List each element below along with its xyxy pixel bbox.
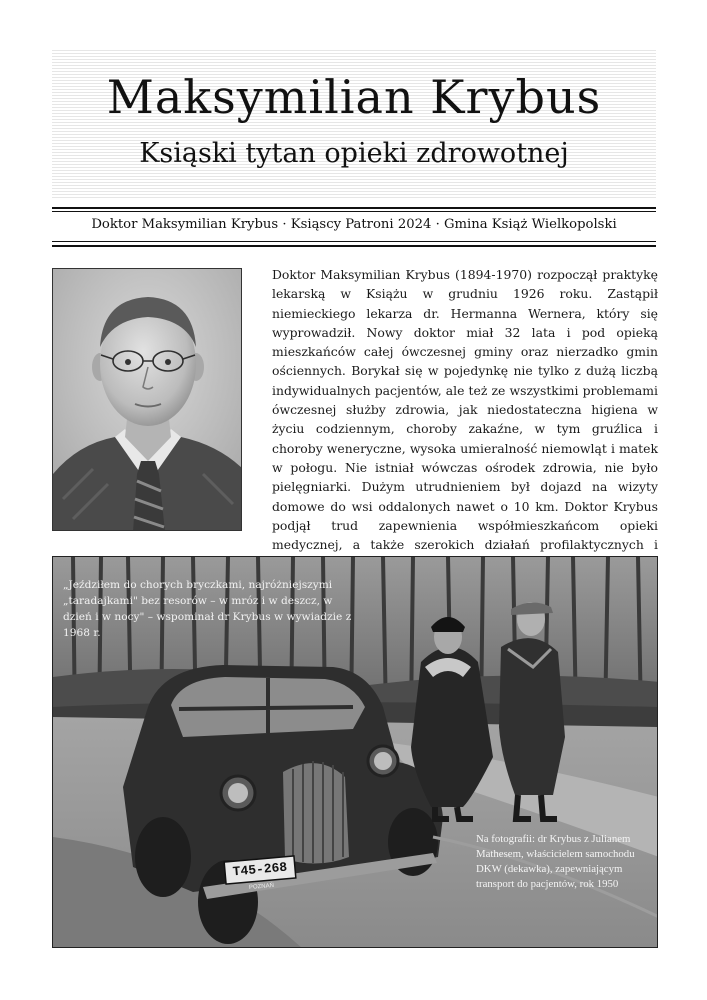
info-line: Doktor Maksymilian Krybus · Ksiąscy Patroni 2024 · Gmina Książ Wielkopolski xyxy=(91,217,617,232)
archival-photo xyxy=(52,556,658,948)
article-body: Doktor Maksymilian Krybus (1894-1970) rozpoczął praktykę lekarską w Książu w grudniu 1926 roku. Zastąpił niemieckiego lekarza dr. Hermanna Wernera, który się wyprowadził. Nowy doktor miał 32 lata i pod opieką mieszkańców całej ówczesnej gminy oraz nierzadko gmin ościennych. Borykał się w pojedynkę nie tylko z dużą liczbą indywidualnych pacjentów, ale też ze wszystkimi problemami ówczesnej służby zdrowia, jak niedostateczna higiena w życiu codziennym, choroby zakaźne, w tym gruźlica i choroby weneryczne, wysoka umieralność niemowląt i matek w połogu. Nie istniał wówczas ośrodek zdrowia, nie było pielęgniarki. Dużym utrudnieniem był dojazd na wizyty domowe do wsi oddalonych nawet o 10 km. Doktor Krybus podjął trud zapewnienia współmieszkańcom opieki medycznej, a także szerokich działań profilaktycznych i xyxy=(272,267,658,553)
top-divider xyxy=(52,207,656,209)
page-subtitle: Ksiąski tytan opieki zdrowotnej xyxy=(139,138,569,169)
masthead xyxy=(52,48,656,200)
license-plate: T45-268 xyxy=(232,859,288,880)
photo-caption: Na fotografii: dr Krybus z Julianem Mathesem, właścicielem samochodu DKW (dekawka), zapewniającym transport do pacjentów, rok 1950 xyxy=(476,833,635,890)
bottom-divider-thin xyxy=(52,241,656,242)
page-title: Maksymilian Krybus xyxy=(106,70,602,124)
top-divider-thin xyxy=(52,211,656,212)
portrait-illustration xyxy=(53,269,242,531)
license-plate-city: POZNAŃ xyxy=(248,882,275,892)
photo-quote: „Jeździłem do chorych bryczkami, najróżniejszymi „taradajkami" bez resorów – w mróz i w deszcz, w dzień i w nocy" – wspominał dr Krybus w wywiadzie z 1968 r. xyxy=(63,579,352,639)
portrait-photo xyxy=(52,268,242,531)
bottom-divider xyxy=(52,245,656,247)
